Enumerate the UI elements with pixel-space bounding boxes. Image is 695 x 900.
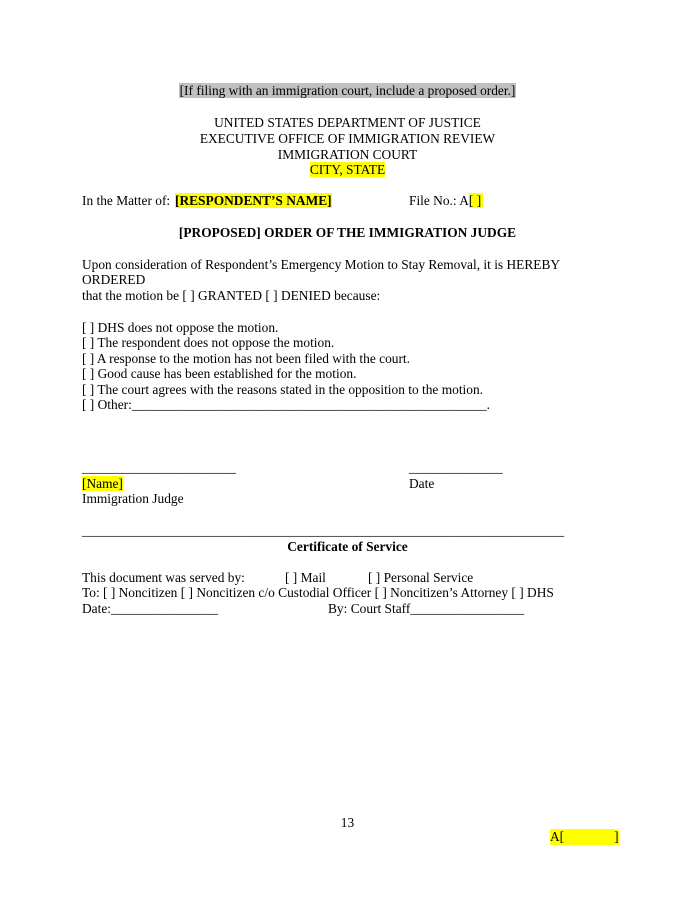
judge-name-field[interactable]: [82, 476, 123, 492]
served-by-label: This document was served by:: [82, 570, 245, 585]
reason-no-response-filed[interactable]: [ ] A response to the motion has not been filed with the court.: [82, 351, 411, 366]
instruction-note-text: [If filing with an immigration court, include a proposed order.]: [179, 83, 516, 98]
header-office: EXECUTIVE OFFICE OF IMMIGRATION REVIEW: [199, 131, 496, 146]
order-title: [PROPOSED] ORDER OF THE IMMIGRATION JUDGE: [178, 225, 517, 240]
order-intro-line3: that the motion be [ ] GRANTED [ ] DENIED because:: [82, 288, 381, 303]
judge-signature-line[interactable]: _______________________: [82, 460, 236, 475]
instruction-note: [0, 83, 695, 99]
reason-agrees-with-opposition[interactable]: [ ] The court agrees with the reasons stated in the opposition to the motion.: [82, 382, 484, 397]
reason-respondent-no-opposition[interactable]: [ ] The respondent does not oppose the motion.: [82, 335, 335, 350]
served-to-line[interactable]: To: [ ] Noncitizen [ ] Noncitizen c/o Custodial Officer [ ] Noncitizen’s Attorney [ ] DHS: [82, 585, 554, 600]
header-court: IMMIGRATION COURT: [277, 147, 418, 162]
file-number-field[interactable]: [ ]: [468, 193, 482, 208]
certificate-title: Certificate of Service: [287, 539, 408, 554]
certificate-rule: ________________________________________________________________________: [82, 523, 565, 538]
respondent-name-field[interactable]: [175, 193, 332, 209]
header-city-state: [0, 162, 695, 178]
a-number-close: ]: [614, 829, 619, 844]
order-intro-line1: Upon consideration of Respondent’s Emergency Motion to Stay Removal, it is HEREBY: [82, 257, 561, 272]
reason-other[interactable]: [ ] Other:_____________________________________________________.: [82, 397, 491, 412]
city-state-placeholder: CITY, STATE: [309, 162, 386, 177]
a-number-blank: [564, 829, 614, 845]
service-date-field[interactable]: Date:________________: [82, 601, 219, 616]
judge-name-placeholder: [Name]: [82, 476, 123, 491]
matter-label: In the Matter of:: [82, 193, 171, 208]
a-number-label: A[: [550, 829, 565, 844]
judge-title: Immigration Judge: [82, 491, 184, 506]
reason-good-cause[interactable]: [ ] Good cause has been established for the motion.: [82, 366, 357, 381]
court-staff-field[interactable]: By: Court Staff_________________: [328, 601, 525, 616]
personal-service-option[interactable]: [ ] Personal Service: [368, 570, 474, 585]
reason-dhs-no-opposition[interactable]: [ ] DHS does not oppose the motion.: [82, 320, 279, 335]
order-intro-line2: ORDERED: [82, 272, 146, 287]
a-number-placeholder: [550, 829, 619, 845]
mail-option[interactable]: [ ] Mail: [285, 570, 326, 585]
date-signature-line[interactable]: ______________: [409, 460, 503, 475]
a-number-footer[interactable]: [550, 829, 619, 845]
file-number-label: File No.: A: [409, 193, 469, 208]
file-number: [409, 193, 483, 209]
page-number: 13: [340, 815, 355, 830]
respondent-name-placeholder: [RESPONDENT’S NAME]: [175, 193, 332, 208]
date-label: Date: [409, 476, 435, 491]
header-department: UNITED STATES DEPARTMENT OF JUSTICE: [214, 115, 481, 130]
